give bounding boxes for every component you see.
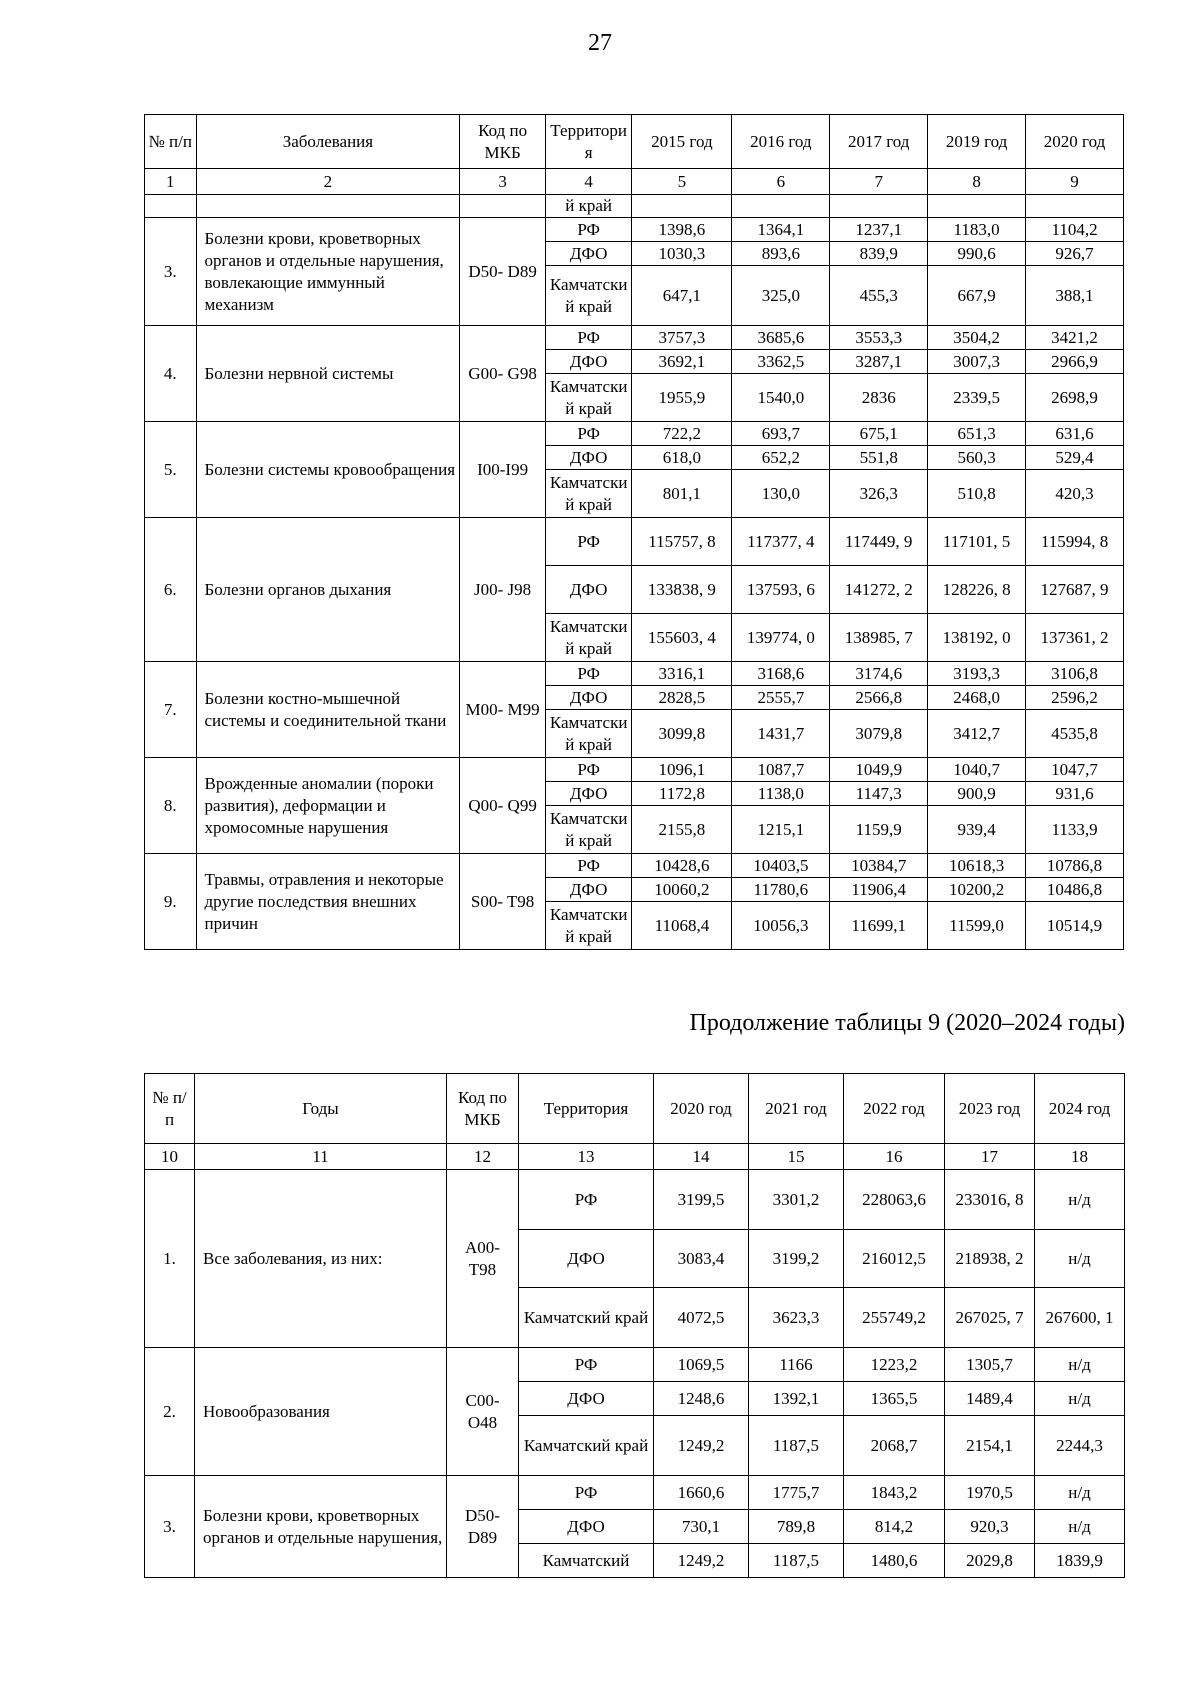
value-cell: 3504,2 [928, 326, 1026, 350]
column-header: Территория [519, 1074, 654, 1144]
value-cell: 2828,5 [632, 686, 732, 710]
table-cell [830, 195, 928, 218]
value-cell: 814,2 [844, 1510, 945, 1544]
table-cell [1026, 195, 1124, 218]
value-cell: 2029,8 [945, 1544, 1035, 1578]
value-cell: 1187,5 [749, 1544, 844, 1578]
column-header: 2019 год [928, 115, 1026, 169]
column-number: 16 [844, 1144, 945, 1170]
column-header: 2020 год [1026, 115, 1124, 169]
value-cell: н/д [1035, 1510, 1125, 1544]
table-row [145, 854, 1124, 878]
territory: ДФО [545, 782, 632, 806]
value-cell: 138192, 0 [928, 614, 1026, 662]
value-cell: 1540,0 [732, 374, 830, 422]
value-cell: 1215,1 [732, 806, 830, 854]
table-row [145, 758, 1124, 782]
value-cell: 2698,9 [1026, 374, 1124, 422]
disease-name: Врожденные аномалии (пороки развития), деформации и хромосомные нарушения [196, 758, 460, 854]
value-cell: 1839,9 [1035, 1544, 1125, 1578]
value-cell: 2836 [830, 374, 928, 422]
value-cell: 228063,6 [844, 1170, 945, 1230]
column-header: 2015 год [632, 115, 732, 169]
value-cell: 1133,9 [1026, 806, 1124, 854]
value-cell: 11599,0 [928, 902, 1026, 950]
column-number-row [145, 1144, 1125, 1170]
value-cell: 10060,2 [632, 878, 732, 902]
table-cell [732, 195, 830, 218]
value-cell: 3623,3 [749, 1288, 844, 1348]
value-cell: н/д [1035, 1170, 1125, 1230]
value-cell: 1970,5 [945, 1476, 1035, 1510]
territory: ДФО [545, 686, 632, 710]
value-cell: 141272, 2 [830, 566, 928, 614]
icd-code: M00- M99 [460, 662, 546, 758]
value-cell: 1843,2 [844, 1476, 945, 1510]
incidence-table-2015-2020 [144, 114, 1124, 950]
value-cell: 3079,8 [830, 710, 928, 758]
value-cell: 133838, 9 [632, 566, 732, 614]
table-cell [460, 195, 546, 218]
icd-code: A00- T98 [447, 1170, 519, 1348]
territory: РФ [545, 518, 632, 566]
column-number: 5 [632, 169, 732, 195]
value-cell: 2468,0 [928, 686, 1026, 710]
column-header: 2022 год [844, 1074, 945, 1144]
row-number: 2. [145, 1348, 195, 1476]
value-cell: 2154,1 [945, 1416, 1035, 1476]
value-cell: 1398,6 [632, 218, 732, 242]
value-cell: 10514,9 [1026, 902, 1124, 950]
value-cell: 1365,5 [844, 1382, 945, 1416]
value-cell: 11699,1 [830, 902, 928, 950]
value-cell: 3193,3 [928, 662, 1026, 686]
value-cell: 2244,3 [1035, 1416, 1125, 1476]
value-cell: 3692,1 [632, 350, 732, 374]
value-cell: 2339,5 [928, 374, 1026, 422]
column-number: 18 [1035, 1144, 1125, 1170]
territory: Камчатски й край [545, 710, 632, 758]
value-cell: 3301,2 [749, 1170, 844, 1230]
icd-code: I00-I99 [460, 422, 546, 518]
value-cell: 1775,7 [749, 1476, 844, 1510]
territory: РФ [545, 218, 632, 242]
disease-name: Болезни крови, кроветворных органов и отдельные нарушения, вовлекающие иммунный механизм [196, 218, 460, 326]
column-number: 11 [195, 1144, 447, 1170]
value-cell: 3083,4 [654, 1230, 749, 1288]
value-cell: 2966,9 [1026, 350, 1124, 374]
value-cell: 3412,7 [928, 710, 1026, 758]
row-number: 9. [145, 854, 197, 950]
territory: ДФО [519, 1382, 654, 1416]
territory: ДФО [519, 1230, 654, 1288]
value-cell: 631,6 [1026, 422, 1124, 446]
value-cell: 3421,2 [1026, 326, 1124, 350]
value-cell: 1431,7 [732, 710, 830, 758]
value-cell: 137361, 2 [1026, 614, 1124, 662]
value-cell: н/д [1035, 1382, 1125, 1416]
value-cell: 267600, 1 [1035, 1288, 1125, 1348]
value-cell: 2596,2 [1026, 686, 1124, 710]
value-cell: 3757,3 [632, 326, 732, 350]
header-row [145, 115, 1124, 169]
value-cell: 730,1 [654, 1510, 749, 1544]
icd-code: G00- G98 [460, 326, 546, 422]
column-number: 8 [928, 169, 1026, 195]
column-number: 14 [654, 1144, 749, 1170]
territory: РФ [545, 758, 632, 782]
disease-name: Новообразования [195, 1348, 447, 1476]
carry-over-row [145, 195, 1124, 218]
value-cell: 10618,3 [928, 854, 1026, 878]
value-cell: 510,8 [928, 470, 1026, 518]
value-cell: 3106,8 [1026, 662, 1124, 686]
table-row [145, 1476, 1125, 1510]
value-cell: 130,0 [732, 470, 830, 518]
value-cell: 2566,8 [830, 686, 928, 710]
value-cell: 3174,6 [830, 662, 928, 686]
value-cell: 326,3 [830, 470, 928, 518]
territory: ДФО [545, 350, 632, 374]
value-cell: 1147,3 [830, 782, 928, 806]
territory: Камчатски й край [545, 902, 632, 950]
territory: Камчатски й край [545, 806, 632, 854]
value-cell: 990,6 [928, 242, 1026, 266]
column-header: Годы [195, 1074, 447, 1144]
value-cell: 255749,2 [844, 1288, 945, 1348]
value-cell: 926,7 [1026, 242, 1124, 266]
value-cell: 1166 [749, 1348, 844, 1382]
value-cell: 10403,5 [732, 854, 830, 878]
territory: ДФО [545, 446, 632, 470]
icd-code: J00- J98 [460, 518, 546, 662]
value-cell: 388,1 [1026, 266, 1124, 326]
value-cell: 137593, 6 [732, 566, 830, 614]
value-cell: 1480,6 [844, 1544, 945, 1578]
table-row [145, 326, 1124, 350]
value-cell: 128226, 8 [928, 566, 1026, 614]
territory: РФ [545, 422, 632, 446]
value-cell: 1087,7 [732, 758, 830, 782]
column-header: 2023 год [945, 1074, 1035, 1144]
table-cell [632, 195, 732, 218]
disease-name: Болезни крови, кроветворных органов и отдельные нарушения, [195, 1476, 447, 1578]
value-cell: 2555,7 [732, 686, 830, 710]
value-cell: 155603, 4 [632, 614, 732, 662]
disease-name: Болезни костно-мышечной системы и соединительной ткани [196, 662, 460, 758]
row-number: 7. [145, 662, 197, 758]
value-cell: 325,0 [732, 266, 830, 326]
column-header: Код по МКБ [447, 1074, 519, 1144]
territory: ДФО [519, 1510, 654, 1544]
disease-name: Травмы, отравления и некоторые другие последствия внешних причин [196, 854, 460, 950]
value-cell: 652,2 [732, 446, 830, 470]
value-cell: 1030,3 [632, 242, 732, 266]
column-number: 15 [749, 1144, 844, 1170]
column-header: 2024 год [1035, 1074, 1125, 1144]
table-row [145, 1170, 1125, 1230]
value-cell: 560,3 [928, 446, 1026, 470]
table-cell [928, 195, 1026, 218]
value-cell: 920,3 [945, 1510, 1035, 1544]
territory: РФ [519, 1348, 654, 1382]
column-number: 13 [519, 1144, 654, 1170]
value-cell: 233016, 8 [945, 1170, 1035, 1230]
value-cell: 2155,8 [632, 806, 732, 854]
row-number: 5. [145, 422, 197, 518]
value-cell: 420,3 [1026, 470, 1124, 518]
value-cell: 647,1 [632, 266, 732, 326]
territory: РФ [519, 1476, 654, 1510]
value-cell: 3287,1 [830, 350, 928, 374]
value-cell: 1249,2 [654, 1416, 749, 1476]
column-header: Заболевания [196, 115, 460, 169]
value-cell: 1392,1 [749, 1382, 844, 1416]
row-number: 8. [145, 758, 197, 854]
column-number: 12 [447, 1144, 519, 1170]
value-cell: 1660,6 [654, 1476, 749, 1510]
icd-code: S00- T98 [460, 854, 546, 950]
value-cell: 11068,4 [632, 902, 732, 950]
territory: ДФО [545, 878, 632, 902]
value-cell: 1187,5 [749, 1416, 844, 1476]
column-header: 2017 год [830, 115, 928, 169]
territory: РФ [545, 662, 632, 686]
column-header: 2021 год [749, 1074, 844, 1144]
value-cell: 3099,8 [632, 710, 732, 758]
territory: ДФО [545, 566, 632, 614]
territory: Камчатски й край [545, 614, 632, 662]
value-cell: 10486,8 [1026, 878, 1124, 902]
territory: ДФО [545, 242, 632, 266]
column-number: 4 [545, 169, 632, 195]
territory: Камчатский [519, 1544, 654, 1578]
value-cell: 667,9 [928, 266, 1026, 326]
value-cell: 216012,5 [844, 1230, 945, 1288]
continuation-caption: Продолжение таблицы 9 (2020–2024 годы) [689, 1010, 1125, 1036]
value-cell: 115757, 8 [632, 518, 732, 566]
value-cell: 1104,2 [1026, 218, 1124, 242]
value-cell: 3199,5 [654, 1170, 749, 1230]
row-number: 3. [145, 218, 197, 326]
value-cell: 11780,6 [732, 878, 830, 902]
table-row [145, 422, 1124, 446]
value-cell: 3553,3 [830, 326, 928, 350]
value-cell: 1223,2 [844, 1348, 945, 1382]
table-cell: й край [545, 195, 632, 218]
value-cell: 3199,2 [749, 1230, 844, 1288]
table-row [145, 1348, 1125, 1382]
value-cell: 10384,7 [830, 854, 928, 878]
value-cell: 115994, 8 [1026, 518, 1124, 566]
column-number: 9 [1026, 169, 1124, 195]
column-number: 3 [460, 169, 546, 195]
value-cell: 1489,4 [945, 1382, 1035, 1416]
territory: РФ [545, 326, 632, 350]
column-header: № п/п [145, 115, 197, 169]
value-cell: 722,2 [632, 422, 732, 446]
value-cell: 117377, 4 [732, 518, 830, 566]
column-header: 2020 год [654, 1074, 749, 1144]
value-cell: 1040,7 [928, 758, 1026, 782]
value-cell: 455,3 [830, 266, 928, 326]
value-cell: 139774, 0 [732, 614, 830, 662]
value-cell: 1249,2 [654, 1544, 749, 1578]
value-cell: 1237,1 [830, 218, 928, 242]
value-cell: 3168,6 [732, 662, 830, 686]
territory: РФ [519, 1170, 654, 1230]
territory: Камчатски й край [545, 374, 632, 422]
value-cell: 1049,9 [830, 758, 928, 782]
table-row [145, 662, 1124, 686]
value-cell: 1069,5 [654, 1348, 749, 1382]
value-cell: н/д [1035, 1230, 1125, 1288]
icd-code: C00- O48 [447, 1348, 519, 1476]
column-number: 6 [732, 169, 830, 195]
value-cell: 218938, 2 [945, 1230, 1035, 1288]
value-cell: 900,9 [928, 782, 1026, 806]
value-cell: 839,9 [830, 242, 928, 266]
value-cell: 529,4 [1026, 446, 1124, 470]
value-cell: 11906,4 [830, 878, 928, 902]
territory: Камчатский край [519, 1288, 654, 1348]
value-cell: 138985, 7 [830, 614, 928, 662]
value-cell: 2068,7 [844, 1416, 945, 1476]
column-number: 10 [145, 1144, 195, 1170]
value-cell: 893,6 [732, 242, 830, 266]
row-number: 6. [145, 518, 197, 662]
value-cell: 10786,8 [1026, 854, 1124, 878]
value-cell: 939,4 [928, 806, 1026, 854]
table-cell [145, 195, 197, 218]
disease-name: Болезни системы кровообращения [196, 422, 460, 518]
value-cell: 618,0 [632, 446, 732, 470]
value-cell: 1047,7 [1026, 758, 1124, 782]
value-cell: 1172,8 [632, 782, 732, 806]
territory: РФ [545, 854, 632, 878]
value-cell: 1364,1 [732, 218, 830, 242]
value-cell: 1159,9 [830, 806, 928, 854]
header-row [145, 1074, 1125, 1144]
value-cell: 4072,5 [654, 1288, 749, 1348]
value-cell: 127687, 9 [1026, 566, 1124, 614]
value-cell: 693,7 [732, 422, 830, 446]
value-cell: 3007,3 [928, 350, 1026, 374]
table-row [145, 518, 1124, 566]
value-cell: 931,6 [1026, 782, 1124, 806]
table-row [145, 218, 1124, 242]
value-cell: 1248,6 [654, 1382, 749, 1416]
column-header: Код по МКБ [460, 115, 546, 169]
value-cell: 4535,8 [1026, 710, 1124, 758]
territory: Камчатски й край [545, 470, 632, 518]
column-header: 2016 год [732, 115, 830, 169]
value-cell: 117449, 9 [830, 518, 928, 566]
column-number: 17 [945, 1144, 1035, 1170]
value-cell: 1183,0 [928, 218, 1026, 242]
column-header: Территори я [545, 115, 632, 169]
value-cell: 1305,7 [945, 1348, 1035, 1382]
value-cell: 551,8 [830, 446, 928, 470]
value-cell: 1138,0 [732, 782, 830, 806]
column-number-row [145, 169, 1124, 195]
value-cell: 3362,5 [732, 350, 830, 374]
icd-code: Q00- Q99 [460, 758, 546, 854]
value-cell: 675,1 [830, 422, 928, 446]
value-cell: 117101, 5 [928, 518, 1026, 566]
value-cell: 3685,6 [732, 326, 830, 350]
value-cell: 3316,1 [632, 662, 732, 686]
territory: Камчатски й край [545, 266, 632, 326]
column-number: 2 [196, 169, 460, 195]
value-cell: 789,8 [749, 1510, 844, 1544]
value-cell: 651,3 [928, 422, 1026, 446]
disease-name: Все заболевания, из них: [195, 1170, 447, 1348]
value-cell: 1955,9 [632, 374, 732, 422]
value-cell: 10200,2 [928, 878, 1026, 902]
table-cell [196, 195, 460, 218]
icd-code: D50- D89 [460, 218, 546, 326]
incidence-table-2020-2024 [144, 1073, 1125, 1578]
disease-name: Болезни органов дыхания [196, 518, 460, 662]
column-number: 1 [145, 169, 197, 195]
column-number: 7 [830, 169, 928, 195]
value-cell: 10428,6 [632, 854, 732, 878]
row-number: 4. [145, 326, 197, 422]
value-cell: 10056,3 [732, 902, 830, 950]
value-cell: н/д [1035, 1348, 1125, 1382]
value-cell: н/д [1035, 1476, 1125, 1510]
value-cell: 1096,1 [632, 758, 732, 782]
value-cell: 801,1 [632, 470, 732, 518]
value-cell: 267025, 7 [945, 1288, 1035, 1348]
row-number: 3. [145, 1476, 195, 1578]
territory: Камчатский край [519, 1416, 654, 1476]
row-number: 1. [145, 1170, 195, 1348]
icd-code: D50- D89 [447, 1476, 519, 1578]
column-header: № п/п [145, 1074, 195, 1144]
page-number: 27 [588, 30, 612, 56]
disease-name: Болезни нервной системы [196, 326, 460, 422]
